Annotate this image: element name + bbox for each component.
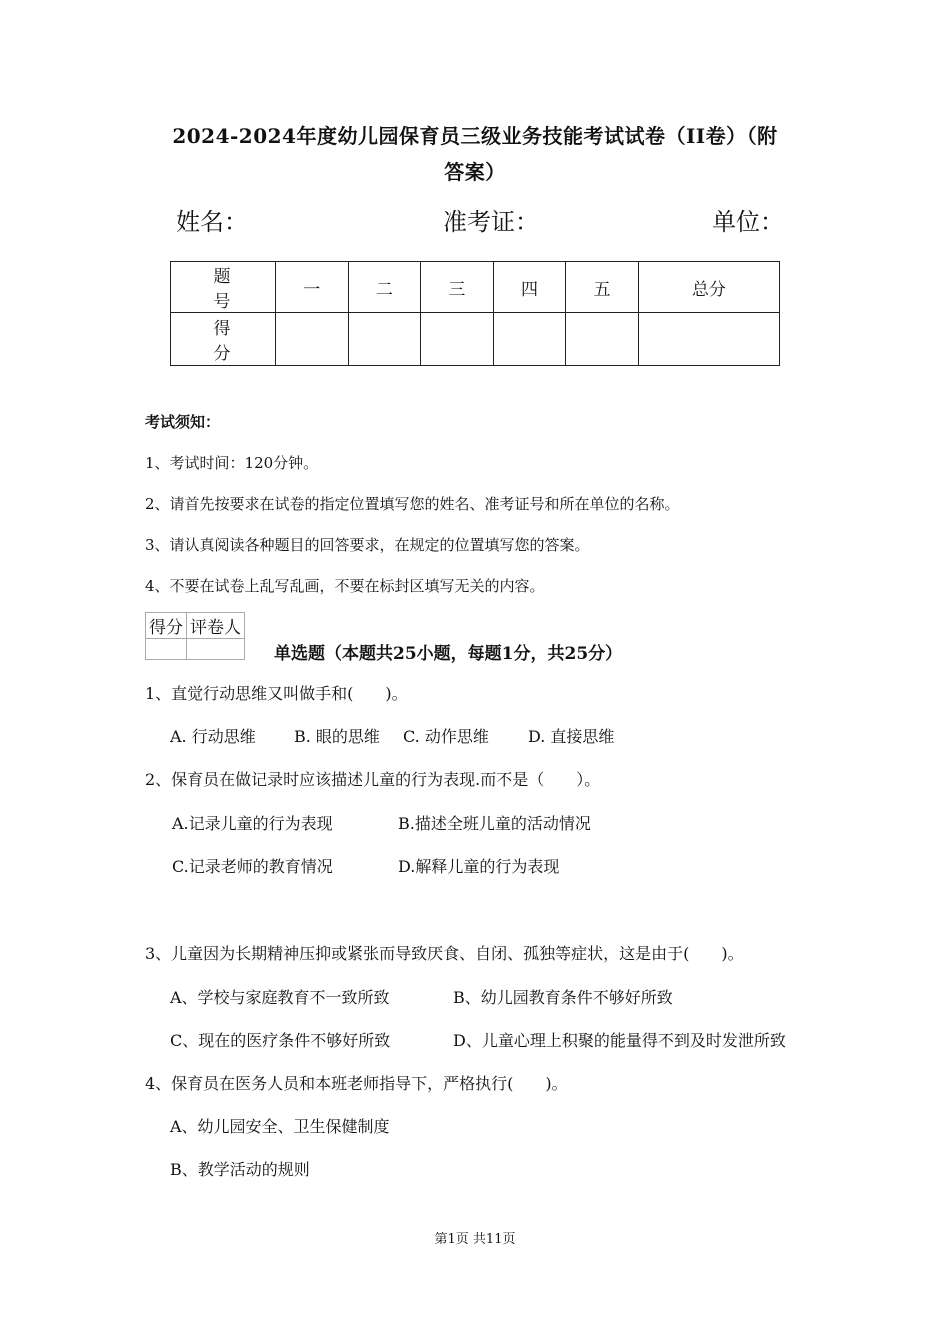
question-option: C.记录老师的教育情况: [172, 857, 333, 876]
score-entry-cell[interactable]: [638, 313, 779, 366]
question-option: A. 行动思维: [170, 727, 256, 746]
score-table-score-row: [171, 313, 780, 366]
question-stem: 3、儿童因为长期精神压抑或紧张而导致厌食、自闭、孤独等症状，这是由于( )。: [145, 944, 744, 963]
instructions-heading: 考试须知：: [145, 413, 221, 431]
section-title: 单选题（本题共25小题，每题1分，共25分）: [274, 644, 623, 664]
name-field-label: 姓名：: [176, 208, 248, 236]
page-footer: 第1页 共11页: [434, 1232, 516, 1247]
title-line-1: 2024-2024年度幼儿园保育员三级业务技能考试试卷（II卷）（附: [172, 124, 778, 148]
score-table: [170, 261, 780, 366]
question-option: A.记录儿童的行为表现: [172, 814, 333, 833]
score-table-header-cell: 三: [421, 262, 494, 313]
score-entry-cell[interactable]: [421, 313, 494, 366]
question-option: B. 眼的思维: [294, 727, 380, 746]
score-entry-cell[interactable]: [276, 313, 349, 366]
grader-score-entry[interactable]: [146, 639, 187, 660]
grader-box-entry-row: [146, 639, 245, 660]
score-entry-cell[interactable]: [348, 313, 421, 366]
grader-box-header-row: [146, 613, 245, 639]
unit-field-label: 单位：: [712, 208, 784, 236]
question-option: C. 动作思维: [403, 727, 489, 746]
exam-id-field-label: 准考证：: [443, 208, 539, 236]
question-option: A、学校与家庭教育不一致所致: [170, 988, 390, 1007]
question-option: C、现在的医疗条件不够好所致: [170, 1031, 391, 1050]
question-option: A、幼儿园安全、卫生保健制度: [170, 1117, 390, 1136]
instruction-item: 4、不要在试卷上乱写乱画，不要在标封区填写无关的内容。: [145, 577, 545, 595]
question-option: B、教学活动的规则: [170, 1160, 310, 1179]
question-stem: 1、直觉行动思维又叫做手和( )。: [145, 684, 408, 703]
instruction-item: 3、请认真阅读各种题目的回答要求，在规定的位置填写您的答案。: [145, 536, 590, 554]
question-option: B、幼儿园教育条件不够好所致: [453, 988, 673, 1007]
score-table-header-cell: 五: [566, 262, 639, 313]
grader-name-entry[interactable]: [187, 639, 245, 660]
instruction-item: 2、请首先按要求在试卷的指定位置填写您的姓名、准考证号和所在单位的名称。: [145, 495, 680, 513]
score-entry-cell[interactable]: [566, 313, 639, 366]
question-option: D、儿童心理上积聚的能量得不到及时发泄所致: [453, 1031, 786, 1050]
score-table-header-cell: 一: [276, 262, 349, 313]
question-option: B.描述全班儿童的活动情况: [398, 814, 591, 833]
score-table-header-cell: 二: [348, 262, 421, 313]
question-option: D.解释儿童的行为表现: [398, 857, 560, 876]
question-stem: 4、保育员在医务人员和本班老师指导下，严格执行( )。: [145, 1074, 568, 1093]
grader-name-label: 评卷人: [187, 613, 245, 639]
score-table-header-label: 题 号: [171, 262, 276, 313]
question-stem: 2、保育员在做记录时应该描述儿童的行为表现.而不是（ ）。: [145, 770, 601, 789]
document-title: [130, 118, 820, 190]
grader-box: [145, 612, 245, 660]
score-table-header-row: [171, 262, 780, 313]
question-option: D. 直接思维: [528, 727, 615, 746]
score-entry-cell[interactable]: [493, 313, 566, 366]
score-table-header-cell: 总分: [638, 262, 779, 313]
score-table-header-cell: 四: [493, 262, 566, 313]
score-table-row-label: 得 分: [171, 313, 276, 366]
instruction-item: 1、考试时间：120分钟。: [145, 454, 319, 472]
title-line-2: 答案）: [444, 160, 506, 184]
grader-score-label: 得分: [146, 613, 187, 639]
